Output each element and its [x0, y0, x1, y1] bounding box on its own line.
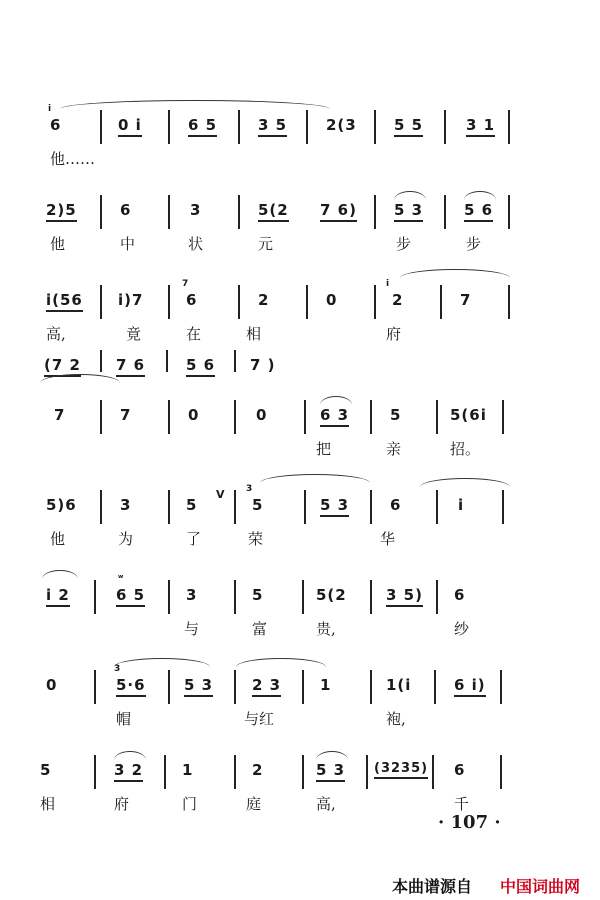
lyric: 把: [316, 440, 332, 458]
lyric: 状: [188, 235, 204, 253]
lyric: 元: [258, 235, 274, 253]
score-row-6: [40, 484, 570, 550]
note: 2: [252, 761, 264, 779]
barline: [94, 670, 96, 704]
lyric: 为: [118, 530, 134, 548]
page-number: · 107 ·: [438, 812, 501, 833]
lyric: 荣: [248, 530, 264, 548]
barline: [234, 670, 236, 704]
lyric: 相: [40, 795, 56, 813]
barline: [502, 400, 504, 434]
lyric: 与红: [244, 710, 275, 728]
lyric: 门: [182, 795, 198, 813]
lyric: 他……: [50, 150, 96, 168]
lyric: 高,: [316, 795, 336, 813]
note: 5: [252, 586, 264, 604]
note: 5: [390, 406, 402, 424]
note: 3 1: [466, 116, 495, 137]
note: 3 5: [258, 116, 287, 137]
barline: [508, 195, 510, 229]
grace-note: 3: [114, 664, 121, 674]
barline: [444, 110, 446, 144]
barline: [436, 490, 438, 524]
barline: [434, 670, 436, 704]
score-row-8: [40, 664, 570, 730]
slur: [42, 570, 78, 579]
lyric: 华: [380, 530, 396, 548]
note: 7 6): [320, 201, 357, 222]
note: 5 5: [394, 116, 423, 137]
note: 5: [186, 496, 198, 514]
lyric: 庭: [246, 795, 262, 813]
barline: [304, 490, 306, 524]
note: 1: [182, 761, 194, 779]
barline: [440, 285, 442, 319]
lyric: 富: [252, 620, 268, 638]
note: 5 3: [184, 676, 213, 697]
barline: [374, 285, 376, 319]
barline: [500, 670, 502, 704]
score-row-3: [40, 279, 570, 345]
slur: [236, 658, 326, 667]
lyric: 了: [186, 530, 202, 548]
slur: [400, 269, 510, 278]
note: 5 3: [394, 201, 423, 222]
barline: [238, 195, 240, 229]
note: 6 5: [116, 586, 145, 607]
score-row-9: [40, 755, 570, 815]
barline: [234, 490, 236, 524]
barline: [234, 350, 236, 372]
note: 6 5: [188, 116, 217, 137]
barline: [100, 285, 102, 319]
note: 3: [190, 201, 202, 219]
barline: [302, 670, 304, 704]
lyric: 与: [184, 620, 200, 638]
barline: [168, 580, 170, 614]
score-row-1: [40, 104, 570, 170]
grace-note: 3: [246, 484, 253, 494]
barline: [100, 400, 102, 434]
barline: [234, 580, 236, 614]
barline: [508, 110, 510, 144]
slur: [394, 191, 426, 200]
slur: [260, 474, 370, 483]
note: 6: [454, 761, 466, 779]
breath-mark: V: [216, 488, 226, 501]
score-row-5: [40, 400, 570, 460]
note: 5 6: [464, 201, 493, 222]
barline: [502, 490, 504, 524]
note: 5)6: [46, 496, 77, 514]
barline: [306, 110, 308, 144]
lyric: 亲: [386, 440, 402, 458]
grace-note: 7: [182, 279, 189, 289]
slur: [316, 751, 348, 760]
barline: [370, 580, 372, 614]
note: 3: [120, 496, 132, 514]
note: 5(2: [258, 201, 289, 222]
lyric: 他: [50, 235, 66, 253]
note: 5 3: [316, 761, 345, 782]
barline: [370, 400, 372, 434]
lyric: 袍,: [386, 710, 406, 728]
barline: [168, 285, 170, 319]
footer-source-text: 本曲谱源自: [392, 877, 473, 896]
barline: [94, 755, 96, 789]
note: 5(2: [316, 586, 347, 604]
note: (3235): [374, 761, 428, 779]
barline: [374, 110, 376, 144]
barline: [100, 490, 102, 524]
lyric: 纱: [454, 620, 470, 638]
note: 0: [326, 291, 338, 309]
lyric: 他: [50, 530, 66, 548]
lyric: 中: [120, 235, 136, 253]
note: 3 5): [386, 586, 423, 607]
note: 3 2: [114, 761, 143, 782]
barline: [370, 490, 372, 524]
lyric: 在: [186, 325, 202, 343]
lyric: 步: [466, 235, 482, 253]
note: 5(6i: [450, 406, 487, 424]
score-row-2: [40, 195, 570, 255]
grace-note: i: [386, 279, 390, 289]
note: 1: [320, 676, 332, 694]
note: 0: [46, 676, 58, 694]
note: 5·6: [116, 676, 146, 697]
note: 7 ): [250, 356, 276, 374]
lyric: 府: [114, 795, 130, 813]
note: 6: [120, 201, 132, 219]
barline: [306, 285, 308, 319]
note: 2)5: [46, 201, 77, 222]
note: 6: [50, 116, 62, 134]
lyric: 步: [396, 235, 412, 253]
barline: [94, 580, 96, 614]
grace-note: ʷ: [118, 574, 124, 584]
note: 6 i): [454, 676, 486, 697]
barline: [168, 670, 170, 704]
note: 2(3: [326, 116, 357, 134]
score-row-7: [40, 574, 570, 640]
barline: [366, 755, 368, 789]
slur: [60, 100, 330, 109]
lyric: 帽: [116, 710, 132, 728]
barline: [508, 285, 510, 319]
barline: [168, 490, 170, 524]
lyric: 竟: [126, 325, 142, 343]
barline: [304, 400, 306, 434]
note: 7: [120, 406, 132, 424]
note: 5 6: [186, 356, 215, 377]
note: 6 3: [320, 406, 349, 427]
lyric: 贵,: [316, 620, 336, 638]
note: 2: [392, 291, 404, 309]
note: 5: [40, 761, 52, 779]
lyric: 千: [454, 795, 470, 813]
barline: [370, 670, 372, 704]
grace-note: i: [48, 104, 52, 114]
note: 3: [186, 586, 198, 604]
note: i 2: [46, 586, 70, 607]
note: 2 3: [252, 676, 281, 697]
note: i(56: [46, 291, 83, 312]
note: 5: [252, 496, 264, 514]
lyric: 相: [246, 325, 262, 343]
barline: [302, 580, 304, 614]
barline: [500, 755, 502, 789]
barline: [100, 195, 102, 229]
barline: [168, 400, 170, 434]
note: 7 6: [116, 356, 145, 377]
note: 7: [460, 291, 472, 309]
note: 7: [54, 406, 66, 424]
note: 0: [256, 406, 268, 424]
note: 0 i: [118, 116, 142, 137]
lyric: 高,: [46, 325, 66, 343]
note: 2: [258, 291, 270, 309]
barline: [238, 110, 240, 144]
note: i)7: [118, 291, 144, 309]
barline: [302, 755, 304, 789]
barline: [234, 400, 236, 434]
note: 6: [186, 291, 198, 309]
barline: [432, 755, 434, 789]
barline: [234, 755, 236, 789]
barline: [100, 350, 102, 372]
note: 0: [188, 406, 200, 424]
note: i: [458, 496, 465, 514]
slur: [420, 478, 510, 487]
barline: [436, 400, 438, 434]
barline: [374, 195, 376, 229]
barline: [168, 110, 170, 144]
lyric: 府: [386, 325, 402, 343]
footer-site-link[interactable]: 中国词曲网: [500, 877, 581, 896]
barline: [168, 195, 170, 229]
note: 1(i: [386, 676, 412, 694]
barline: [100, 110, 102, 144]
barline: [166, 350, 168, 372]
note: 6: [390, 496, 402, 514]
note: 5 3: [320, 496, 349, 517]
barline: [436, 580, 438, 614]
barline: [444, 195, 446, 229]
lyric: 招。: [450, 440, 481, 458]
slur: [114, 751, 146, 760]
slur: [114, 658, 210, 667]
slur: [464, 191, 496, 200]
note: (7 2: [44, 356, 81, 377]
note: 6: [454, 586, 466, 604]
barline: [238, 285, 240, 319]
barline: [164, 755, 166, 789]
